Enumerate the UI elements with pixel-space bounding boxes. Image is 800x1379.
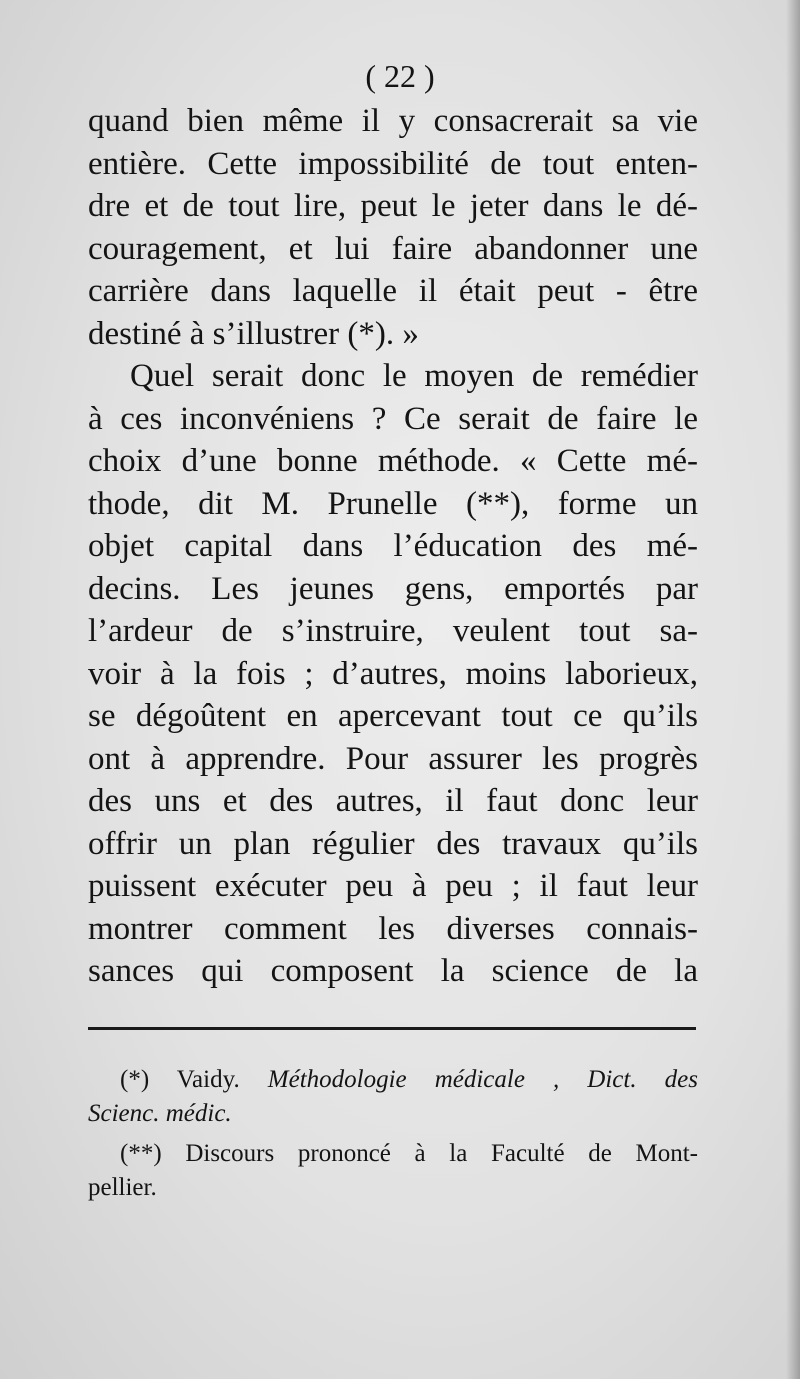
text-line: objet capital dans l’éducation des mé- (88, 528, 698, 564)
footnote-2-text: Discours prononcé à la Faculté de Mont- (185, 1140, 699, 1167)
footnotes (88, 1063, 698, 1205)
page-number: ( 22 ) (365, 58, 435, 94)
text-line: se dégoûtent en apercevant tout ce qu’ils (88, 698, 698, 734)
text-line: thode, dit M. Prunelle (**), forme un (88, 485, 698, 522)
page-edge-shadow (786, 0, 800, 1379)
text-line: carrière dans laquelle il était peut - être (88, 273, 698, 309)
text-line: voir à la fois ; d’autres, moins laborieux, (88, 655, 698, 692)
text-line: montrer comment les diverses connais- (88, 910, 698, 947)
footnote-1-marker: (*) (120, 1066, 150, 1093)
text-line: puissent exécuter peu à peu ; il faut leur (88, 868, 698, 904)
text-line: sances qui composent la science de la (88, 953, 698, 989)
text-line: dre et de tout lire, peut le jeter dans le dé- (88, 188, 698, 224)
footnote-separator (88, 1027, 696, 1030)
text-line: Quel serait donc le moyen de remédier (130, 358, 698, 394)
text-line: ont à apprendre. Pour assurer les progrès (88, 740, 698, 777)
text-line: l’ardeur de s’instruire, veulent tout sa- (88, 613, 698, 649)
footnote-1-title: Méthodologie médicale , Dict. des (267, 1066, 698, 1093)
text-line: destiné à s’illustrer (*). » (88, 315, 419, 352)
text-line: à ces inconvéniens ? Ce serait de faire le (88, 400, 698, 437)
footnote-1 (88, 1063, 698, 1097)
footnote-2-continuation: pellier. (88, 1174, 157, 1201)
footnote-1-continuation: Scienc. médic. (88, 1100, 232, 1127)
footnote-2 (88, 1137, 698, 1171)
body-text (88, 100, 698, 993)
footnote-2-marker: (**) (120, 1140, 162, 1167)
text-line: quand bien même il y consacrerait sa vie (88, 103, 698, 139)
text-line: des uns et des autres, il faut donc leur (88, 783, 698, 819)
text-line: couragement, et lui faire abandonner une (88, 230, 698, 267)
text-line: choix d’une bonne méthode. « Cette mé- (88, 443, 698, 479)
footnote-1-author: Vaidy. (176, 1066, 240, 1093)
text-line: decins. Les jeunes gens, emportés par (88, 570, 698, 607)
text-line: offrir un plan régulier des travaux qu’ils (88, 825, 698, 862)
text-line: entière. Cette impossibilité de tout enten- (88, 145, 698, 182)
